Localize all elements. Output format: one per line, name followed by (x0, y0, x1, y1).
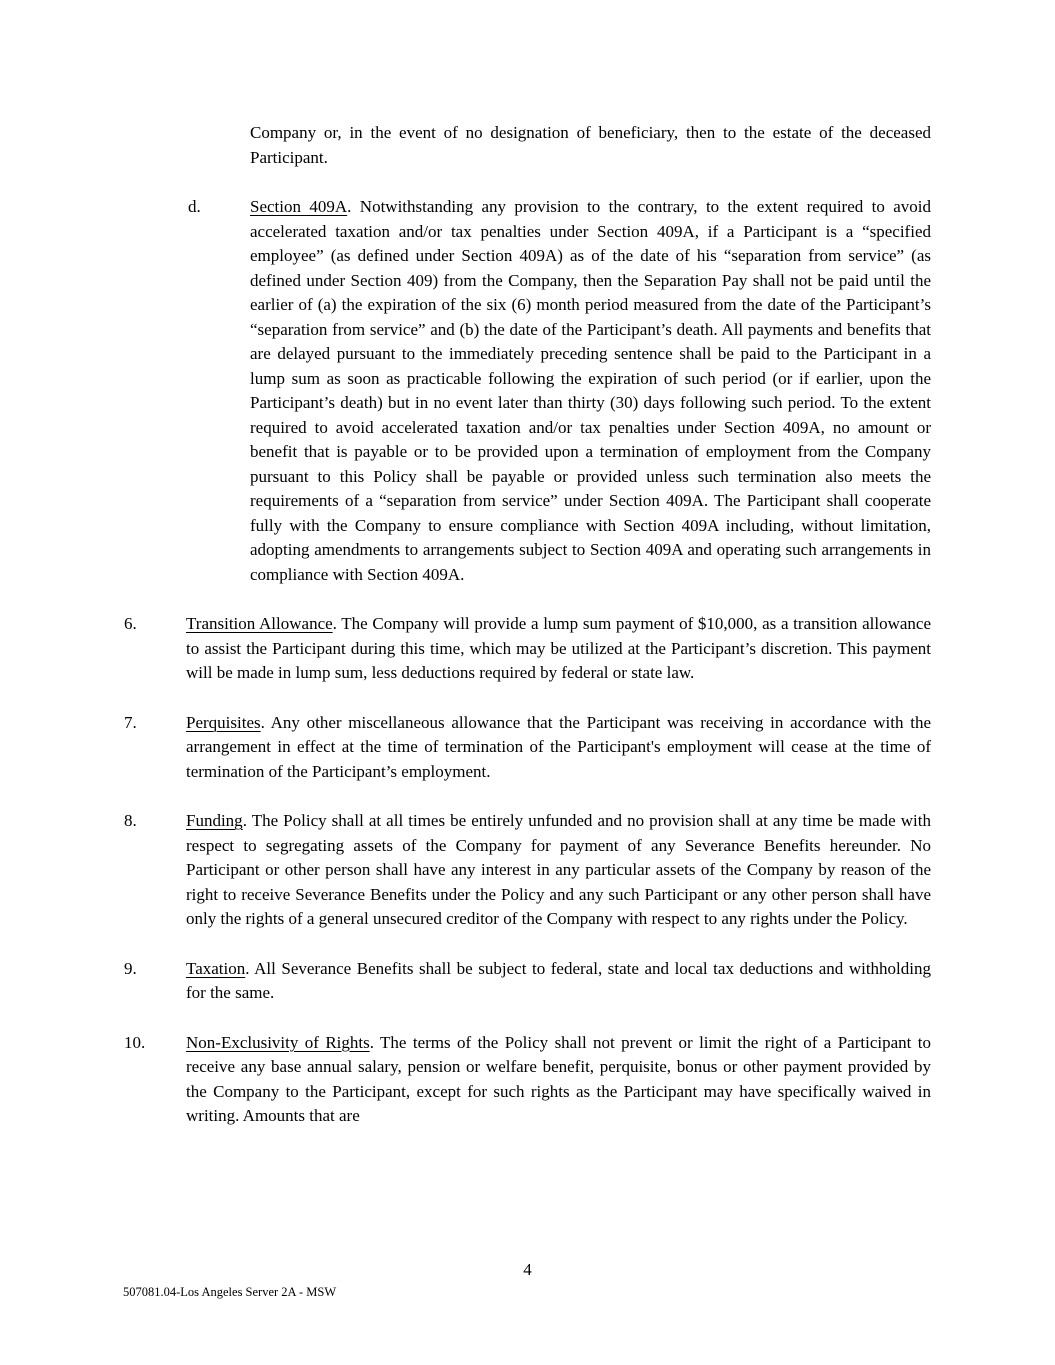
section-heading-funding: Funding (186, 811, 243, 830)
item-label-8: 8. (124, 811, 137, 830)
section-text-non-exclusivity: . The terms of the Policy shall not prevent or limit the right of a Participant to receive any base annual salary, pension or welfare benefit, perquisite, bonus or other payment provided by the Company to the Participant, except for such rights as the Participant may have specifically waived in writing. Amounts that are (186, 1032, 931, 1125)
item-body-8 (186, 809, 931, 932)
item-label-9: 9. (124, 958, 137, 978)
paragraph-continuation: Company or, in the event of no designation of beneficiary, then to the estate of the deceased Participant. (250, 123, 931, 167)
item-label-d: d. (188, 197, 201, 216)
section-text-transition-allowance: . The Company will provide a lump sum payment of $10,000, as a transition allowance to assist the Participant during this time, which may be utilized at the Participant’s discretion. This payment will be made in lump sum, less deductions required by federal or state law. (186, 614, 931, 682)
document-body (124, 121, 931, 1154)
section-heading-non-exclusivity: Non-Exclusivity of Rights (186, 1032, 370, 1052)
item-body-6 (186, 612, 931, 686)
item-body-d (250, 195, 931, 587)
item-body-7 (186, 711, 931, 785)
section-d-409a (124, 195, 931, 587)
footer-doc-id: 507081.04-Los Angeles Server 2A - MSW (123, 1285, 337, 1299)
item-label-6: 6. (124, 614, 137, 633)
section-text-perquisites: . Any other miscellaneous allowance that the Participant was receiving in accordance with the arrangement in effect at the time of termination of the Participant's employment will cease at the time of termination of the Participant’s employment. (186, 712, 931, 781)
section-heading-taxation: Taxation (186, 958, 246, 978)
section-text-funding: . The Policy shall at all times be entirely unfunded and no provision shall at any time be made with respect to segregating assets of the Company for payment of any Severance Benefits hereunder. No Participant or other person shall have any interest in any particular assets of the Company by reason of the right to receive Severance Benefits under the Policy and any such Participant or any other person shall have only the rights of a general unsecured creditor of the Company with respect to any rights under the Policy. (186, 811, 931, 928)
section-9-taxation (124, 957, 931, 1006)
section-heading-perquisites: Perquisites (186, 712, 261, 732)
section-8-funding (124, 809, 931, 932)
item-body-9 (186, 957, 931, 1006)
section-7-perquisites (124, 711, 931, 785)
section-heading-409a: Section 409A (250, 197, 348, 216)
section-text-taxation: . All Severance Benefits shall be subject to federal, state and local tax deductions and withholding for the same. (186, 958, 931, 1002)
item-label-10: 10. (124, 1032, 146, 1052)
section-heading-transition-allowance: Transition Allowance (186, 614, 333, 633)
item-label-7: 7. (124, 712, 137, 732)
section-text-409a: . Notwithstanding any provision to the contrary, to the extent required to avoid accelerated taxation and/or tax penalties under Section 409A, if a Participant is a “specified employee” (as defined under Section 409A) as of the date of his “separation from service” (as defined under Section 409) from the Company, then the Separation Pay shall not be paid until the earlier of (a) the expiration of the six (6) month period measured from the date of the Participant’s “separation from service” and (b) the date of the Participant’s death. All payments and benefits that are delayed pursuant to the immediately preceding sentence shall be paid to the Participant in a lump sum as soon as practicable following the expiration of such period (or if earlier, upon the Participant’s death) but in no event later than thirty (30) days following such period. To the extent required to avoid accelerated taxation and/or tax penalties under Section 409A, no amount or benefit that is payable or to be provided upon a termination of employment from the Company pursuant to this Policy shall be payable or provided unless such termination also meets the requirements of a “separation from service” under Section 409A. The Participant shall cooperate fully with the Company to ensure compliance with Section 409A including, without limitation, adopting amendments to arrangements subject to Section 409A and operating such arrangements in compliance with Section 409A. (250, 197, 931, 584)
section-6-transition-allowance (124, 612, 931, 686)
item-body-10 (186, 1031, 931, 1129)
page-number: 4 (523, 1260, 532, 1279)
section-10-non-exclusivity (124, 1031, 931, 1129)
